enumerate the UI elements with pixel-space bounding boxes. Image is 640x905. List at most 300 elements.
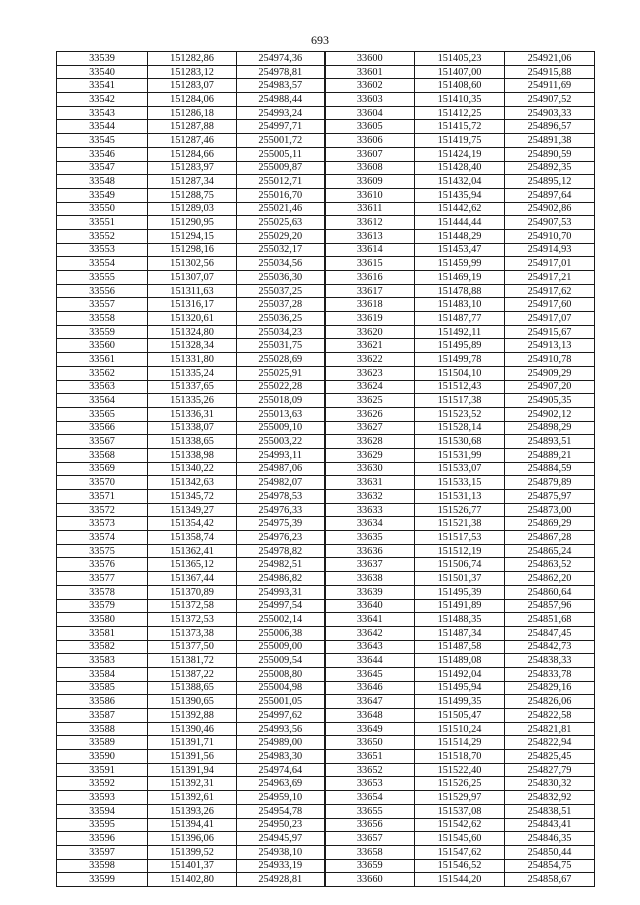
point-number-cell: 33541: [57, 79, 148, 93]
y-coordinate-cell: 254890,59: [505, 147, 595, 161]
y-coordinate-cell: 254954,78: [237, 804, 325, 818]
y-coordinate-cell: 255004,98: [237, 681, 325, 695]
x-coordinate-cell: 151518,70: [415, 750, 505, 764]
point-number-cell: 33660: [325, 873, 415, 887]
x-coordinate-cell: 151392,31: [148, 777, 237, 791]
table-row: [57, 353, 595, 367]
point-number-cell: 33628: [325, 435, 415, 449]
point-number-cell: 33633: [325, 503, 415, 517]
x-coordinate-cell: 151311,63: [148, 284, 237, 298]
point-number-cell: 33571: [57, 490, 148, 504]
y-coordinate-cell: 254976,23: [237, 531, 325, 545]
point-number-cell: 33558: [57, 312, 148, 326]
point-number-cell: 33635: [325, 531, 415, 545]
y-coordinate-cell: 254993,24: [237, 106, 325, 120]
x-coordinate-cell: 151495,89: [415, 339, 505, 353]
x-coordinate-cell: 151387,22: [148, 667, 237, 681]
y-coordinate-cell: 254907,53: [505, 216, 595, 230]
table-row: [57, 188, 595, 202]
point-number-cell: 33565: [57, 407, 148, 421]
x-coordinate-cell: 151345,72: [148, 490, 237, 504]
y-coordinate-cell: 254938,10: [237, 845, 325, 859]
point-number-cell: 33546: [57, 147, 148, 161]
point-number-cell: 33589: [57, 736, 148, 750]
table-row: [57, 380, 595, 394]
y-coordinate-cell: 255031,75: [237, 339, 325, 353]
table-row: [57, 120, 595, 134]
x-coordinate-cell: 151394,41: [148, 818, 237, 832]
y-coordinate-cell: 254982,51: [237, 558, 325, 572]
y-coordinate-cell: 254915,67: [505, 325, 595, 339]
y-coordinate-cell: 254858,67: [505, 873, 595, 887]
point-number-cell: 33654: [325, 791, 415, 805]
y-coordinate-cell: 254907,52: [505, 93, 595, 107]
table-row: [57, 448, 595, 462]
point-number-cell: 33566: [57, 421, 148, 435]
x-coordinate-cell: 151512,19: [415, 544, 505, 558]
point-number-cell: 33550: [57, 202, 148, 216]
point-number-cell: 33622: [325, 353, 415, 367]
point-number-cell: 33539: [57, 52, 148, 66]
point-number-cell: 33576: [57, 558, 148, 572]
x-coordinate-cell: 151544,20: [415, 873, 505, 887]
point-number-cell: 33657: [325, 832, 415, 846]
point-number-cell: 33615: [325, 257, 415, 271]
y-coordinate-cell: 254911,69: [505, 79, 595, 93]
y-coordinate-cell: 254838,33: [505, 654, 595, 668]
y-coordinate-cell: 254978,81: [237, 65, 325, 79]
point-number-cell: 33540: [57, 65, 148, 79]
y-coordinate-cell: 254892,35: [505, 161, 595, 175]
point-number-cell: 33610: [325, 188, 415, 202]
y-coordinate-cell: 254846,35: [505, 832, 595, 846]
x-coordinate-cell: 151338,65: [148, 435, 237, 449]
x-coordinate-cell: 151298,16: [148, 243, 237, 257]
table-row: [57, 339, 595, 353]
x-coordinate-cell: 151408,60: [415, 79, 505, 93]
point-number-cell: 33594: [57, 804, 148, 818]
y-coordinate-cell: 254884,59: [505, 462, 595, 476]
y-coordinate-cell: 254879,89: [505, 476, 595, 490]
x-coordinate-cell: 151393,26: [148, 804, 237, 818]
point-number-cell: 33639: [325, 585, 415, 599]
point-number-cell: 33588: [57, 722, 148, 736]
point-number-cell: 33626: [325, 407, 415, 421]
point-number-cell: 33544: [57, 120, 148, 134]
point-number-cell: 33609: [325, 175, 415, 189]
point-number-cell: 33644: [325, 654, 415, 668]
point-number-cell: 33637: [325, 558, 415, 572]
point-number-cell: 33575: [57, 544, 148, 558]
y-coordinate-cell: 254917,21: [505, 271, 595, 285]
x-coordinate-cell: 151517,38: [415, 394, 505, 408]
point-number-cell: 33629: [325, 448, 415, 462]
point-number-cell: 33572: [57, 503, 148, 517]
point-number-cell: 33643: [325, 640, 415, 654]
y-coordinate-cell: 254829,16: [505, 681, 595, 695]
y-coordinate-cell: 254997,54: [237, 599, 325, 613]
table-row: [57, 709, 595, 723]
x-coordinate-cell: 151335,24: [148, 366, 237, 380]
y-coordinate-cell: 254854,75: [505, 859, 595, 873]
y-coordinate-cell: 254843,41: [505, 818, 595, 832]
table-row: [57, 462, 595, 476]
x-coordinate-cell: 151358,74: [148, 531, 237, 545]
x-coordinate-cell: 151419,75: [415, 134, 505, 148]
table-row: [57, 626, 595, 640]
x-coordinate-cell: 151533,07: [415, 462, 505, 476]
table-row: [57, 284, 595, 298]
x-coordinate-cell: 151294,15: [148, 229, 237, 243]
point-number-cell: 33581: [57, 626, 148, 640]
point-number-cell: 33556: [57, 284, 148, 298]
y-coordinate-cell: 254821,81: [505, 722, 595, 736]
table-row: [57, 52, 595, 66]
table-row: [57, 791, 595, 805]
point-number-cell: 33587: [57, 709, 148, 723]
y-coordinate-cell: 255037,28: [237, 298, 325, 312]
x-coordinate-cell: 151336,31: [148, 407, 237, 421]
y-coordinate-cell: 254905,35: [505, 394, 595, 408]
x-coordinate-cell: 151410,35: [415, 93, 505, 107]
point-number-cell: 33569: [57, 462, 148, 476]
x-coordinate-cell: 151373,38: [148, 626, 237, 640]
point-number-cell: 33653: [325, 777, 415, 791]
point-number-cell: 33597: [57, 845, 148, 859]
point-number-cell: 33584: [57, 667, 148, 681]
x-coordinate-cell: 151328,34: [148, 339, 237, 353]
x-coordinate-cell: 151287,46: [148, 134, 237, 148]
point-number-cell: 33578: [57, 585, 148, 599]
y-coordinate-cell: 254833,78: [505, 667, 595, 681]
point-number-cell: 33567: [57, 435, 148, 449]
y-coordinate-cell: 254851,68: [505, 613, 595, 627]
point-number-cell: 33606: [325, 134, 415, 148]
table-row: [57, 544, 595, 558]
y-coordinate-cell: 254897,64: [505, 188, 595, 202]
x-coordinate-cell: 151290,95: [148, 216, 237, 230]
point-number-cell: 33579: [57, 599, 148, 613]
point-number-cell: 33611: [325, 202, 415, 216]
y-coordinate-cell: 254838,51: [505, 804, 595, 818]
x-coordinate-cell: 151512,43: [415, 380, 505, 394]
y-coordinate-cell: 255022,28: [237, 380, 325, 394]
x-coordinate-cell: 151505,47: [415, 709, 505, 723]
table-row: [57, 93, 595, 107]
x-coordinate-cell: 151415,72: [415, 120, 505, 134]
y-coordinate-cell: 255012,71: [237, 175, 325, 189]
y-coordinate-cell: 255032,17: [237, 243, 325, 257]
y-coordinate-cell: 255002,14: [237, 613, 325, 627]
point-number-cell: 33641: [325, 613, 415, 627]
point-number-cell: 33613: [325, 229, 415, 243]
x-coordinate-cell: 151459,99: [415, 257, 505, 271]
table-row: [57, 243, 595, 257]
x-coordinate-cell: 151506,74: [415, 558, 505, 572]
x-coordinate-cell: 151492,04: [415, 667, 505, 681]
y-coordinate-cell: 254917,62: [505, 284, 595, 298]
point-number-cell: 33621: [325, 339, 415, 353]
x-coordinate-cell: 151392,88: [148, 709, 237, 723]
table-row: [57, 435, 595, 449]
table-row: [57, 667, 595, 681]
x-coordinate-cell: 151489,08: [415, 654, 505, 668]
table-row: [57, 298, 595, 312]
y-coordinate-cell: 254903,33: [505, 106, 595, 120]
point-number-cell: 33658: [325, 845, 415, 859]
point-number-cell: 33612: [325, 216, 415, 230]
x-coordinate-cell: 151487,58: [415, 640, 505, 654]
table-row: [57, 654, 595, 668]
y-coordinate-cell: 255028,69: [237, 353, 325, 367]
table-row: [57, 599, 595, 613]
point-number-cell: 33608: [325, 161, 415, 175]
y-coordinate-cell: 254963,69: [237, 777, 325, 791]
point-number-cell: 33552: [57, 229, 148, 243]
x-coordinate-cell: 151526,25: [415, 777, 505, 791]
x-coordinate-cell: 151287,88: [148, 120, 237, 134]
x-coordinate-cell: 151316,17: [148, 298, 237, 312]
x-coordinate-cell: 151288,75: [148, 188, 237, 202]
y-coordinate-cell: 255018,09: [237, 394, 325, 408]
y-coordinate-cell: 254976,33: [237, 503, 325, 517]
table-row: [57, 503, 595, 517]
x-coordinate-cell: 151381,72: [148, 654, 237, 668]
x-coordinate-cell: 151372,53: [148, 613, 237, 627]
y-coordinate-cell: 254945,97: [237, 832, 325, 846]
table-row: [57, 106, 595, 120]
x-coordinate-cell: 151392,61: [148, 791, 237, 805]
x-coordinate-cell: 151340,22: [148, 462, 237, 476]
x-coordinate-cell: 151529,97: [415, 791, 505, 805]
point-number-cell: 33559: [57, 325, 148, 339]
x-coordinate-cell: 151399,52: [148, 845, 237, 859]
x-coordinate-cell: 151390,65: [148, 695, 237, 709]
point-number-cell: 33596: [57, 832, 148, 846]
point-number-cell: 33574: [57, 531, 148, 545]
point-number-cell: 33625: [325, 394, 415, 408]
y-coordinate-cell: 254875,97: [505, 490, 595, 504]
point-number-cell: 33605: [325, 120, 415, 134]
y-coordinate-cell: 254975,39: [237, 517, 325, 531]
y-coordinate-cell: 254917,01: [505, 257, 595, 271]
point-number-cell: 33651: [325, 750, 415, 764]
point-number-cell: 33648: [325, 709, 415, 723]
y-coordinate-cell: 254987,06: [237, 462, 325, 476]
x-coordinate-cell: 151501,37: [415, 572, 505, 586]
y-coordinate-cell: 254982,07: [237, 476, 325, 490]
point-number-cell: 33591: [57, 763, 148, 777]
y-coordinate-cell: 254983,30: [237, 750, 325, 764]
point-number-cell: 33542: [57, 93, 148, 107]
y-coordinate-cell: 254910,78: [505, 353, 595, 367]
x-coordinate-cell: 151499,78: [415, 353, 505, 367]
point-number-cell: 33590: [57, 750, 148, 764]
y-coordinate-cell: 255003,22: [237, 435, 325, 449]
point-number-cell: 33659: [325, 859, 415, 873]
point-number-cell: 33624: [325, 380, 415, 394]
table-row: [57, 147, 595, 161]
point-number-cell: 33604: [325, 106, 415, 120]
y-coordinate-cell: 254863,52: [505, 558, 595, 572]
y-coordinate-cell: 255008,80: [237, 667, 325, 681]
x-coordinate-cell: 151349,27: [148, 503, 237, 517]
y-coordinate-cell: 254978,53: [237, 490, 325, 504]
y-coordinate-cell: 254913,13: [505, 339, 595, 353]
y-coordinate-cell: 254988,44: [237, 93, 325, 107]
x-coordinate-cell: 151499,35: [415, 695, 505, 709]
x-coordinate-cell: 151547,62: [415, 845, 505, 859]
point-number-cell: 33595: [57, 818, 148, 832]
x-coordinate-cell: 151377,50: [148, 640, 237, 654]
x-coordinate-cell: 151528,14: [415, 421, 505, 435]
table-row: [57, 366, 595, 380]
x-coordinate-cell: 151522,40: [415, 763, 505, 777]
x-coordinate-cell: 151388,65: [148, 681, 237, 695]
y-coordinate-cell: 254825,45: [505, 750, 595, 764]
point-number-cell: 33555: [57, 271, 148, 285]
coordinates-table-body: [57, 52, 595, 887]
y-coordinate-cell: 254847,45: [505, 626, 595, 640]
y-coordinate-cell: 255009,10: [237, 421, 325, 435]
y-coordinate-cell: 255001,05: [237, 695, 325, 709]
point-number-cell: 33616: [325, 271, 415, 285]
y-coordinate-cell: 254993,11: [237, 448, 325, 462]
point-number-cell: 33646: [325, 681, 415, 695]
y-coordinate-cell: 255025,63: [237, 216, 325, 230]
x-coordinate-cell: 151412,25: [415, 106, 505, 120]
x-coordinate-cell: 151284,06: [148, 93, 237, 107]
y-coordinate-cell: 255009,54: [237, 654, 325, 668]
point-number-cell: 33583: [57, 654, 148, 668]
table-row: [57, 175, 595, 189]
y-coordinate-cell: 254898,29: [505, 421, 595, 435]
point-number-cell: 33636: [325, 544, 415, 558]
table-row: [57, 229, 595, 243]
x-coordinate-cell: 151283,07: [148, 79, 237, 93]
point-number-cell: 33563: [57, 380, 148, 394]
x-coordinate-cell: 151444,44: [415, 216, 505, 230]
point-number-cell: 33600: [325, 52, 415, 66]
y-coordinate-cell: 254862,20: [505, 572, 595, 586]
point-number-cell: 33560: [57, 339, 148, 353]
x-coordinate-cell: 151331,80: [148, 353, 237, 367]
y-coordinate-cell: 254997,62: [237, 709, 325, 723]
x-coordinate-cell: 151448,29: [415, 229, 505, 243]
point-number-cell: 33634: [325, 517, 415, 531]
table-row: [57, 325, 595, 339]
point-number-cell: 33580: [57, 613, 148, 627]
y-coordinate-cell: 254860,64: [505, 585, 595, 599]
point-number-cell: 33599: [57, 873, 148, 887]
x-coordinate-cell: 151391,56: [148, 750, 237, 764]
point-number-cell: 33564: [57, 394, 148, 408]
table-row: [57, 558, 595, 572]
point-number-cell: 33631: [325, 476, 415, 490]
table-row: [57, 763, 595, 777]
x-coordinate-cell: 151546,52: [415, 859, 505, 873]
point-number-cell: 33607: [325, 147, 415, 161]
table-row: [57, 394, 595, 408]
table-row: [57, 777, 595, 791]
point-number-cell: 33548: [57, 175, 148, 189]
x-coordinate-cell: 151442,62: [415, 202, 505, 216]
y-coordinate-cell: 255009,87: [237, 161, 325, 175]
y-coordinate-cell: 255016,70: [237, 188, 325, 202]
table-row: [57, 65, 595, 79]
x-coordinate-cell: 151338,98: [148, 448, 237, 462]
table-row: [57, 531, 595, 545]
x-coordinate-cell: 151531,13: [415, 490, 505, 504]
x-coordinate-cell: 151478,88: [415, 284, 505, 298]
y-coordinate-cell: 254986,82: [237, 572, 325, 586]
x-coordinate-cell: 151531,99: [415, 448, 505, 462]
point-number-cell: 33545: [57, 134, 148, 148]
x-coordinate-cell: 151362,41: [148, 544, 237, 558]
point-number-cell: 33638: [325, 572, 415, 586]
x-coordinate-cell: 151545,60: [415, 832, 505, 846]
y-coordinate-cell: 254910,70: [505, 229, 595, 243]
table-row: [57, 202, 595, 216]
x-coordinate-cell: 151402,80: [148, 873, 237, 887]
y-coordinate-cell: 254993,56: [237, 722, 325, 736]
x-coordinate-cell: 151435,94: [415, 188, 505, 202]
table-row: [57, 490, 595, 504]
table-row: [57, 79, 595, 93]
y-coordinate-cell: 254893,51: [505, 435, 595, 449]
y-coordinate-cell: 254917,07: [505, 312, 595, 326]
x-coordinate-cell: 151286,18: [148, 106, 237, 120]
table-row: [57, 421, 595, 435]
table-row: [57, 832, 595, 846]
x-coordinate-cell: 151483,10: [415, 298, 505, 312]
point-number-cell: 33543: [57, 106, 148, 120]
table-row: [57, 312, 595, 326]
x-coordinate-cell: 151526,77: [415, 503, 505, 517]
point-number-cell: 33547: [57, 161, 148, 175]
point-number-cell: 33630: [325, 462, 415, 476]
x-coordinate-cell: 151372,58: [148, 599, 237, 613]
point-number-cell: 33614: [325, 243, 415, 257]
x-coordinate-cell: 151469,19: [415, 271, 505, 285]
table-row: [57, 750, 595, 764]
point-number-cell: 33573: [57, 517, 148, 531]
y-coordinate-cell: 255034,23: [237, 325, 325, 339]
y-coordinate-cell: 254974,36: [237, 52, 325, 66]
x-coordinate-cell: 151405,23: [415, 52, 505, 66]
y-coordinate-cell: 254842,73: [505, 640, 595, 654]
point-number-cell: 33652: [325, 763, 415, 777]
point-number-cell: 33598: [57, 859, 148, 873]
point-number-cell: 33593: [57, 791, 148, 805]
x-coordinate-cell: 151307,07: [148, 271, 237, 285]
y-coordinate-cell: 255001,72: [237, 134, 325, 148]
table-row: [57, 613, 595, 627]
x-coordinate-cell: 151487,34: [415, 626, 505, 640]
point-number-cell: 33582: [57, 640, 148, 654]
table-row: [57, 572, 595, 586]
point-number-cell: 33585: [57, 681, 148, 695]
point-number-cell: 33649: [325, 722, 415, 736]
y-coordinate-cell: 255021,46: [237, 202, 325, 216]
point-number-cell: 33570: [57, 476, 148, 490]
table-row: [57, 873, 595, 887]
x-coordinate-cell: 151390,46: [148, 722, 237, 736]
y-coordinate-cell: 254914,93: [505, 243, 595, 257]
x-coordinate-cell: 151338,07: [148, 421, 237, 435]
x-coordinate-cell: 151283,97: [148, 161, 237, 175]
point-number-cell: 33620: [325, 325, 415, 339]
